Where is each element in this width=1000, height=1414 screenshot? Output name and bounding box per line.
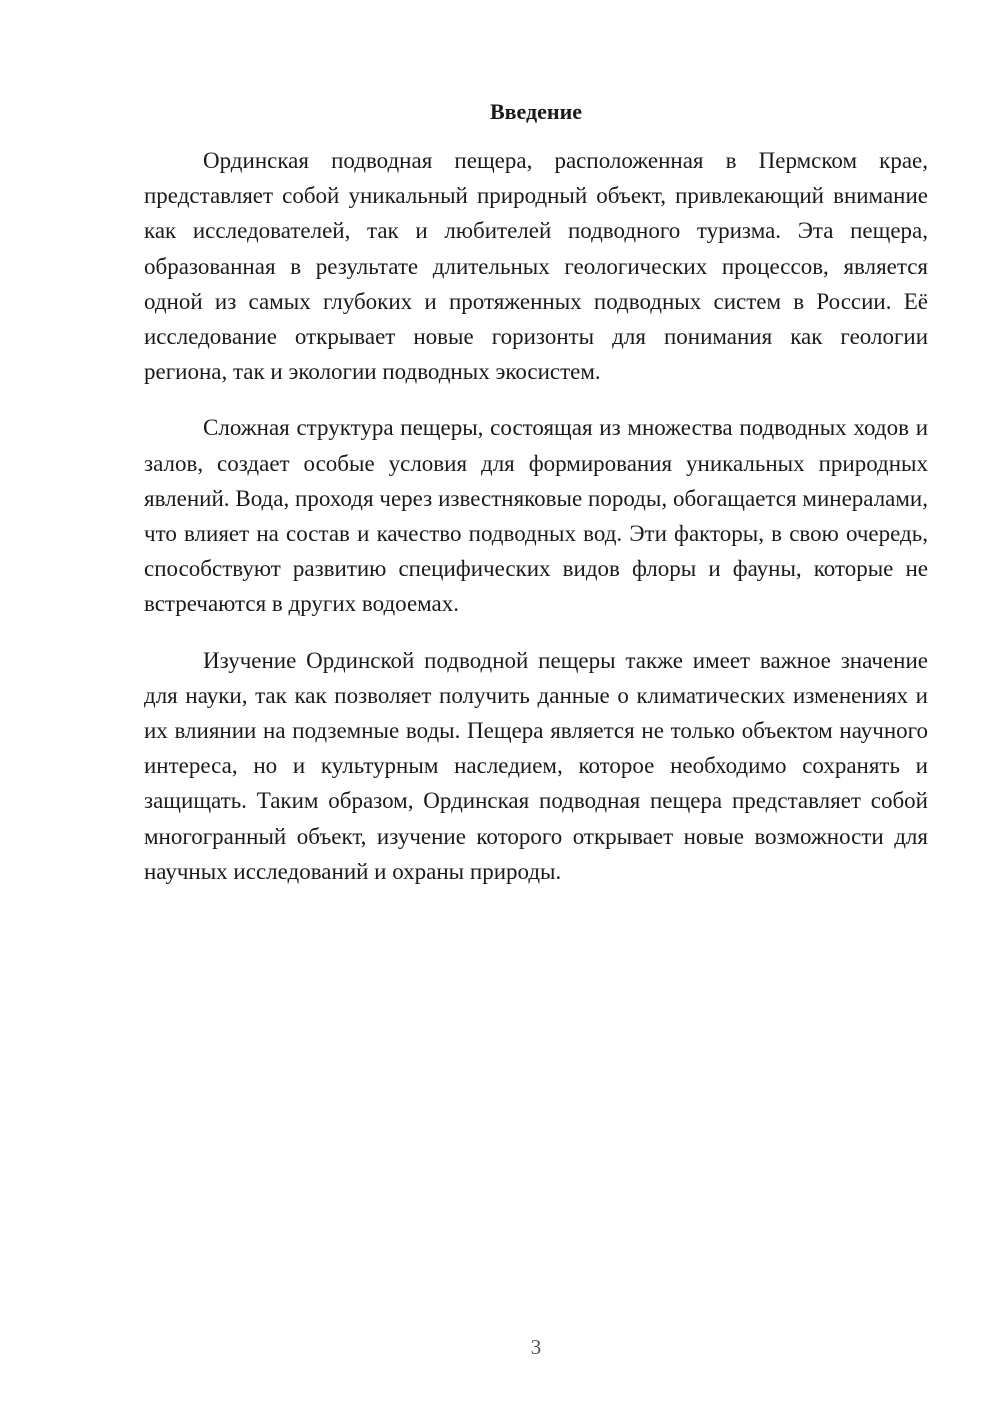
paragraph-1: Ординская подводная пещера, расположенная в Пермском крае, представляет собой уникальный природный объект, привлекающий внимание как исследователей, так и любителей подводного туризма. Эта пещера, образованная в результате длительных геологических процессов, является одной из самых глубоких и протяженных подводных систем в России. Её исследование открывает новые горизонты для понимания как геологии региона, так и экологии подводных экосистем.: [144, 148, 928, 385]
page-number: 3: [530, 1335, 542, 1359]
section-heading: Введение: [489, 99, 583, 124]
paragraph-3: Изучение Ординской подводной пещеры также имеет важное значение для науки, так как позволяет получить данные о климатических изменениях и их влиянии на подземные воды. Пещера является не только объектом научного интереса, но и культурным наследием, которое необходимо сохранять и защищать. Таким образом, Ординская подводная пещера представляет собой многогранный объект, изучение которого открывает новые возможности для научных исследований и охраны природы.: [144, 647, 928, 884]
body-text: [144, 143, 928, 910]
paragraph-2: Сложная структура пещеры, состоящая из множества подводных ходов и залов, создает особые условия для формирования уникальных природных явлений. Вода, проходя через известняковые породы, обогащается минералами, что влияет на состав и качество подводных вод. Эти факторы, в свою очередь, способствуют развитию специфических видов флоры и фауны, которые не встречаются в других водоемах.: [144, 415, 928, 617]
